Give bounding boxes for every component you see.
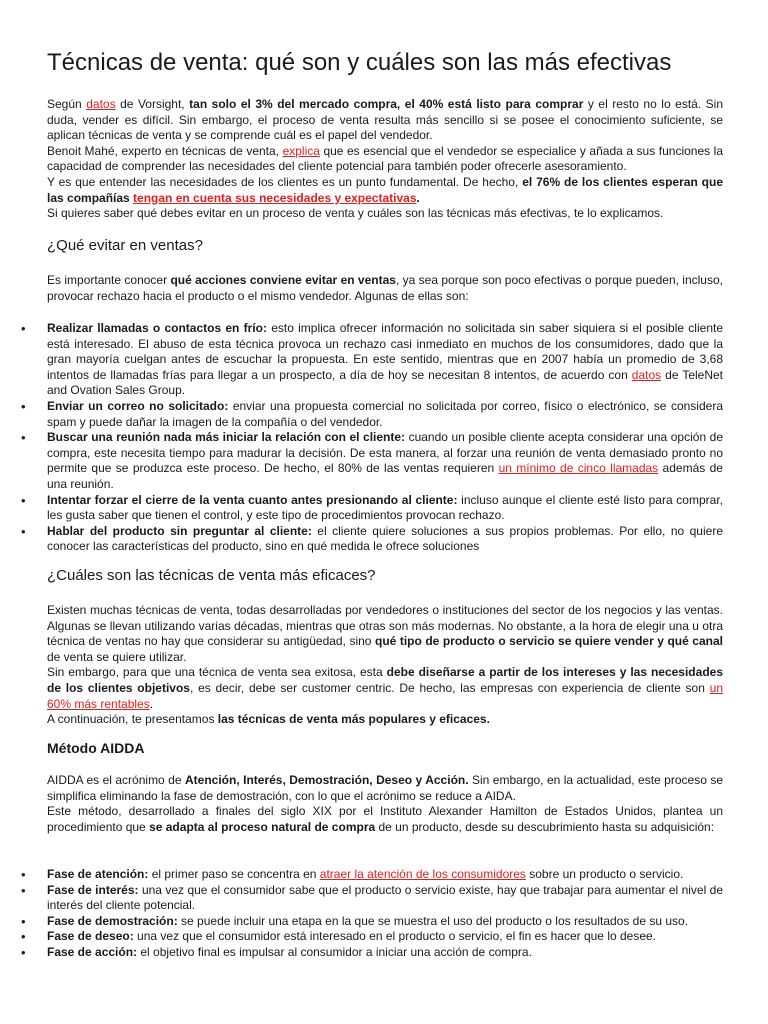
bold-text: qué tipo de producto o servicio se quiere vender y qué canal: [374, 634, 723, 649]
text: sobre un producto o servicio.: [525, 867, 684, 881]
effective-paragraph-2: [47, 665, 723, 712]
text: que es esencial que el vendedor se especialice y añada a sus funciones la capacidad de comprender las necesidades del cliente potencial para también poder ofrecerle asesoramiento.: [47, 143, 724, 174]
text: enviar una propuesta comercial no solicitada por correo, físico o electrónico, se considera spam y puede dañar la imagen de la compañía o del vendedor.: [47, 398, 723, 429]
page-title: Técnicas de venta: qué son y cuáles son las más efectivas: [47, 49, 672, 76]
text: Sin embargo, para que una técnica de venta sea exitosa, esta: [47, 665, 387, 680]
rentables-link[interactable]: un 60% más rentables: [47, 680, 724, 711]
text: el primer paso se concentra en: [148, 867, 320, 881]
effective-paragraph-1: [47, 603, 723, 665]
bold-text: Hablar del producto sin preguntar al cliente:: [47, 523, 312, 538]
datos-telenet-link[interactable]: datos: [631, 367, 662, 382]
text: de Vorsight,: [115, 97, 190, 111]
text: y el resto no lo está. Sin duda, vender es difícil. Sin embargo, el proceso de venta resulta más sencillo si se posee el conocimiento suficiente, se aplican técnicas de venta y se comprende cuál es el papel del vendedor.: [47, 97, 724, 143]
text: una vez que el consumidor sabe que el producto o servicio existe, hay que trabajar para aumentar el nivel de interés del cliente potencial.: [47, 882, 724, 913]
text: , ya sea porque son poco efectivas o porque pueden, incluso, provocar rechazo hacia el producto o el mismo vendedor. Algunas de ellas son:: [47, 273, 723, 303]
aidda-heading: Método AIDDA: [47, 740, 145, 756]
text: se puede incluir una etapa en la que se muestra el uso del producto o los resultados de su uso.: [177, 913, 689, 928]
cinco-llamadas-link[interactable]: un mínimo de cinco llamadas: [498, 461, 659, 476]
text: cuando un posible cliente acepta considerar una opción de compra, este necesita tiempo para madurar la decisión. De esta manera, al forzar una reunión de venta demasiado pronto no permite que se produzca este proceso. De hecho, el 80% de las ventas requieren: [47, 430, 723, 476]
effective-paragraph-3: [47, 712, 723, 728]
aidda-paragraph-1: [47, 773, 723, 804]
text: de TeleNet and Ovation Sales Group.: [47, 367, 724, 398]
text: incluso aunque el cliente esté listo para comprar, les gusta saber que tienen el control, y este tipo de procedimientos provocan rechazo.: [47, 492, 723, 523]
avoid-intro: [47, 273, 723, 304]
intro-section: [47, 97, 723, 222]
text: de un producto, desde su descubrimiento hasta su adquisición:: [375, 819, 715, 834]
text: el cliente quiere soluciones a sus propios problemas. Por ello, no quiere conocer las características del producto, sino en qué medida le ofrece soluciones: [47, 523, 723, 554]
intro-paragraph-2: [47, 144, 723, 175]
list-item: [0, 524, 723, 555]
text: una vez que el consumidor está interesado en el producto o servicio, el fin es hacer que lo desee.: [133, 929, 657, 944]
bold-text: el 76% de los clientes esperan que las compañías: [47, 174, 723, 205]
text: Y es que entender las necesidades de los clientes es un punto fundamental. De hecho,: [47, 174, 523, 189]
aidda-section: [47, 773, 723, 835]
text: , es decir, debe ser customer centric. De hecho, las empresas con experiencia de cliente son: [189, 680, 710, 695]
text: Es importante conocer: [47, 273, 171, 287]
bold-text: Intentar forzar el cierre de la venta cuanto antes presionando al cliente:: [47, 492, 458, 507]
list-item: [0, 914, 723, 930]
bold-text: Enviar un correo no solicitado:: [47, 398, 229, 413]
text: Sin embargo, en la actualidad, este proceso se simplifica eliminando la fase de demostración, con lo que el acrónimo se reduce a AIDA.: [47, 773, 723, 803]
datos-link[interactable]: datos: [86, 97, 116, 111]
list-item: [0, 929, 723, 945]
bold-text: Atención, Interés, Demostración, Deseo y Acción.: [185, 773, 469, 787]
bold-text: Buscar una reunión nada más iniciar la relación con el cliente:: [47, 430, 406, 445]
text: de venta se quiere utilizar.: [47, 649, 187, 664]
bold-text: las técnicas de venta más populares y eficaces.: [217, 712, 490, 727]
list-item: [0, 321, 723, 399]
text: .: [149, 696, 154, 711]
text: Benoit Mahé, experto en técnicas de venta,: [47, 143, 283, 158]
intro-paragraph-4: Si quieres saber qué debes evitar en un proceso de venta y cuáles son las técnicas más efectivas, te lo explicamos.: [47, 206, 664, 221]
text: Este método, desarrollado a finales del siglo XIX por el Instituto Alexander Hamilton de Estados Unidos, plantea un procedimiento que: [47, 804, 723, 834]
bold-text: Realizar llamadas o contactos en frío:: [47, 321, 267, 335]
text: Existen muchas técnicas de venta, todas desarrolladas por vendedores o instituciones del sector de los negocios y las ventas. Algunas se llevan utilizando varias décadas, mientras que otras son más modernas. No obstante, a la hora de elegir una u otra técnica de ventas no hay que considerar su antigüedad, sino: [47, 603, 723, 649]
text: el objetivo final es impulsar al consumidor a iniciar una acción de compra.: [137, 944, 532, 959]
list-item: [0, 945, 723, 961]
bold-text: Fase de interés:: [47, 882, 139, 897]
bold-text: se adapta al proceso natural de compra: [149, 819, 376, 834]
intro-paragraph-3: [47, 175, 723, 206]
avoid-intro-paragraph: [47, 273, 723, 304]
avoid-list: [0, 321, 768, 555]
intro-paragraph-1: [47, 97, 723, 144]
bold-text: debe diseñarse a partir de los intereses y las necesidades de los clientes objetivos: [47, 665, 723, 695]
bold-text: qué acciones conviene evitar en ventas: [170, 273, 396, 287]
bold-text: tan solo el 3% del mercado compra, el 40% está listo para comprar: [189, 97, 584, 111]
list-item: [0, 430, 723, 492]
bold-text: Fase de atención:: [47, 867, 149, 881]
bold-text: .: [416, 190, 420, 205]
effective-section: [47, 603, 723, 728]
aidda-list: [0, 867, 768, 961]
avoid-heading: ¿Qué evitar en ventas?: [47, 237, 203, 254]
explica-link[interactable]: explica: [282, 143, 320, 158]
list-item: [0, 399, 723, 430]
text: AIDDA es el acrónimo de: [47, 773, 185, 787]
text: además de una reunión.: [47, 461, 723, 491]
text: esto implica ofrecer información no solicitada sin saber siquiera si el posible cliente está interesado. El abuso de esta técnica provoca un rechazo casi inmediato en muchos de los consumidores, dado que la gran mayoría cuelgan antes de escuchar la propuesta. En este sentido, mientras que en 2007 había un promedio de 3,68 intentos de llamadas frías para llegar a un prospecto, a día de hoy se necesitan 8 intentos, de acuerdo con: [47, 321, 723, 382]
text: Según: [47, 97, 87, 111]
effective-heading: ¿Cuáles son las técnicas de venta más eficaces?: [47, 567, 376, 584]
necesidades-link[interactable]: tengan en cuenta sus necesidades y expectativas: [133, 190, 417, 205]
list-item: [0, 493, 723, 524]
list-item: [0, 883, 723, 914]
atraer-atencion-link[interactable]: atraer la atención de los consumidores: [319, 867, 526, 881]
bold-text: Fase de demostración:: [47, 913, 178, 928]
bold-text: Fase de deseo:: [47, 929, 134, 944]
aidda-paragraph-2: [47, 804, 723, 835]
bold-text: Fase de acción:: [47, 944, 138, 959]
list-item: [0, 867, 723, 883]
text: A continuación, te presentamos: [47, 712, 218, 727]
